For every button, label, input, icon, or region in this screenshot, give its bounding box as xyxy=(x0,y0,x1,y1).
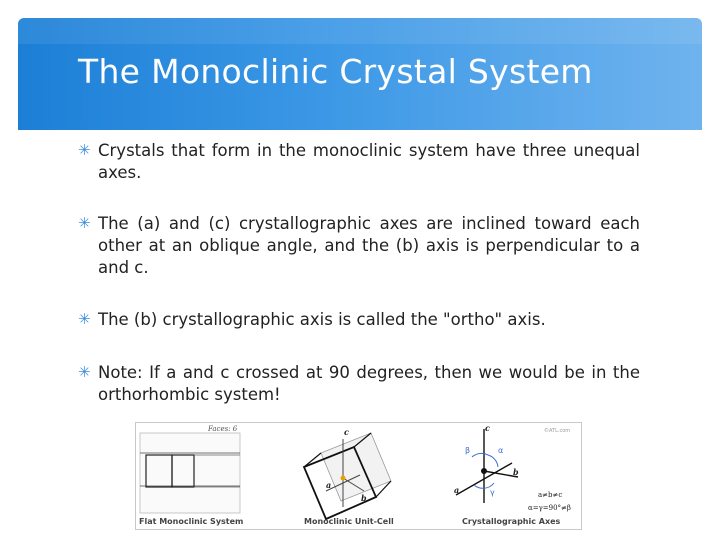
bullet-text: The (b) crystallographic axis is called the "ortho" axis. xyxy=(98,310,546,329)
flat-panel-frame xyxy=(140,433,240,513)
gamma-label: γ xyxy=(490,488,495,497)
alpha-label: α xyxy=(498,446,504,455)
beta-arc xyxy=(472,453,488,457)
asterisk-icon: ✳ xyxy=(78,141,91,159)
unit-cell-panel xyxy=(304,427,391,519)
unit-cell-back-face xyxy=(321,433,391,501)
axes-origin xyxy=(481,468,487,474)
asterisk-icon: ✳ xyxy=(78,310,91,328)
unit-cell-origin xyxy=(341,476,346,481)
relation-1: a≠b≠c xyxy=(538,491,563,499)
axes-panel xyxy=(454,423,571,512)
unit-cell-edge-1 xyxy=(304,453,321,467)
caption-flat: Flat Monoclinic System xyxy=(139,517,244,526)
flat-monoclinic-panel xyxy=(140,425,240,513)
caption-unit-cell: Monoclinic Unit-Cell xyxy=(304,517,394,526)
unit-cell-a-label: a xyxy=(326,480,332,490)
axes-a-label: a xyxy=(454,485,460,495)
caption-axes: Crystallographic Axes xyxy=(462,517,561,526)
axes-c-label: c xyxy=(485,423,490,433)
faces-label: Faces: 6 xyxy=(208,425,238,433)
asterisk-icon: ✳ xyxy=(78,214,91,232)
bullet-text: The (a) and (c) crystallographic axes are inclined toward each other at an oblique angle, and the (b) axis is perpendicular to a and c. xyxy=(98,214,640,277)
unit-cell-b-label: b xyxy=(361,493,367,503)
slide-title: The Monoclinic Crystal System xyxy=(78,52,593,91)
relation-2: α=γ=90°≠β xyxy=(528,504,571,512)
asterisk-icon: ✳ xyxy=(78,363,91,381)
watermark: ©ATL.com xyxy=(544,428,571,434)
axes-b-label: b xyxy=(513,467,519,477)
monoclinic-figure xyxy=(135,422,582,530)
bullet-text: Note: If a and c crossed at 90 degrees, then we would be in the orthorhombic system! xyxy=(98,363,640,404)
alpha-arc xyxy=(488,455,498,467)
bullet-text: Crystals that form in the monoclinic system have three unequal axes. xyxy=(98,141,640,182)
title-bar-shade xyxy=(18,18,702,44)
figure-drawing xyxy=(136,423,581,529)
beta-label: β xyxy=(465,446,471,455)
unit-cell-c-label: c xyxy=(344,427,349,437)
